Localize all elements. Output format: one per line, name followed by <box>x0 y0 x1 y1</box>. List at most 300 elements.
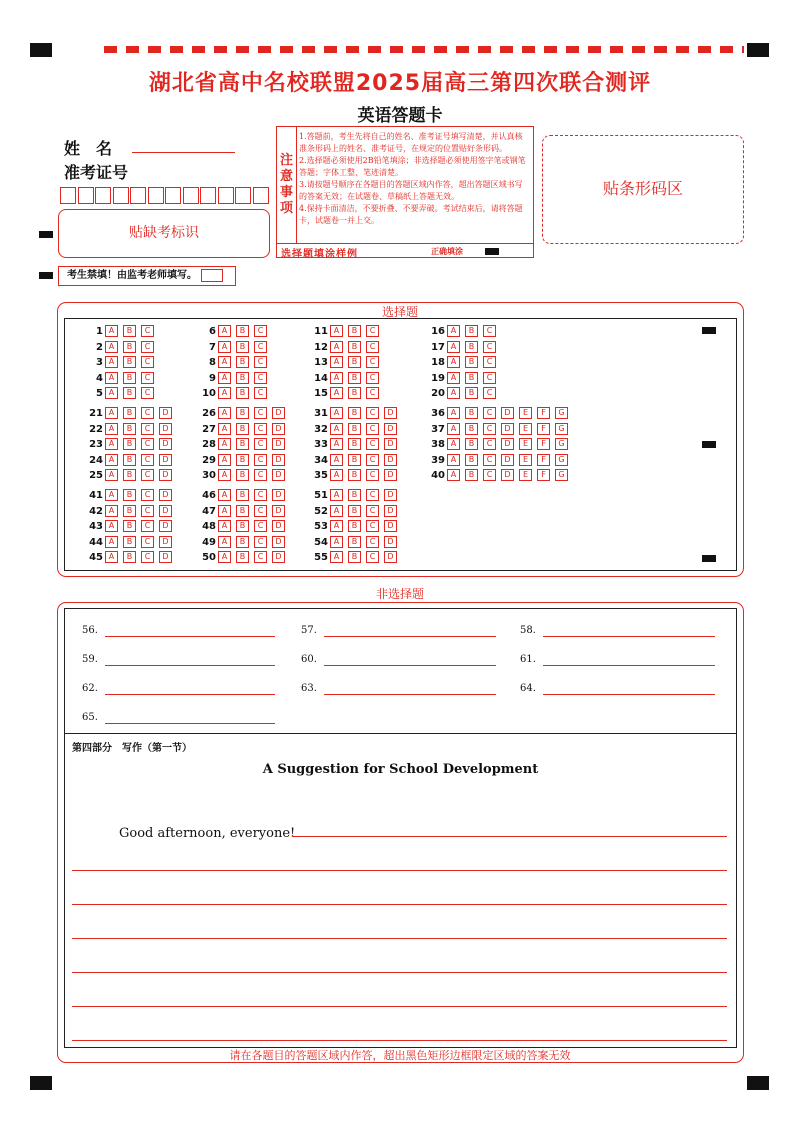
option-bubble-c[interactable]: C <box>141 489 154 501</box>
option-bubble-b[interactable]: B <box>348 469 361 481</box>
option-bubble-a[interactable]: A <box>447 372 460 384</box>
option-bubble-d[interactable]: D <box>501 423 514 435</box>
option-bubble-b[interactable]: B <box>123 551 136 563</box>
option-bubble-b[interactable]: B <box>123 536 136 548</box>
option-bubble-a[interactable]: A <box>105 356 118 368</box>
blank-57[interactable]: 57. <box>301 625 317 636</box>
option-bubble-a[interactable]: A <box>330 341 343 353</box>
notice-title: 注意事项 <box>277 127 297 243</box>
option-bubble-a[interactable]: A <box>218 536 231 548</box>
option-bubble-e[interactable]: E <box>519 423 532 435</box>
barcode-area[interactable]: 贴条形码区 <box>542 135 744 244</box>
option-bubble-a[interactable]: A <box>218 489 231 501</box>
option-bubble-a[interactable]: A <box>447 356 460 368</box>
option-bubble-c[interactable]: C <box>366 551 379 563</box>
option-bubble-a[interactable]: A <box>218 454 231 466</box>
option-bubble-a[interactable]: A <box>105 505 118 517</box>
option-bubble-c[interactable]: C <box>366 536 379 548</box>
option-bubble-g[interactable]: G <box>555 423 568 435</box>
option-bubble-b[interactable]: B <box>123 356 136 368</box>
option-bubble-b[interactable]: B <box>236 438 249 450</box>
option-bubble-c[interactable]: C <box>254 407 267 419</box>
option-bubble-c[interactable]: C <box>141 356 154 368</box>
answer-line[interactable] <box>105 665 275 666</box>
option-bubble-d[interactable]: D <box>501 438 514 450</box>
blank-61[interactable]: 61. <box>520 654 536 665</box>
option-bubble-c[interactable]: C <box>483 469 496 481</box>
option-bubble-b[interactable]: B <box>236 489 249 501</box>
option-bubble-d[interactable]: D <box>384 520 397 532</box>
option-bubble-d[interactable]: D <box>501 469 514 481</box>
option-bubble-c[interactable]: C <box>366 489 379 501</box>
option-bubble-b[interactable]: B <box>236 520 249 532</box>
option-bubble-c[interactable]: C <box>483 341 496 353</box>
option-bubble-d[interactable]: D <box>159 489 172 501</box>
option-bubble-e[interactable]: E <box>519 407 532 419</box>
option-bubble-a[interactable]: A <box>330 325 343 337</box>
timing-mark <box>702 441 716 448</box>
question-number: 50 <box>202 552 216 564</box>
option-bubble-c[interactable]: C <box>366 387 379 399</box>
option-bubble-d[interactable]: D <box>501 454 514 466</box>
option-bubble-b[interactable]: B <box>465 438 478 450</box>
question-number: 39 <box>431 454 445 466</box>
option-bubble-d[interactable]: D <box>272 520 285 532</box>
option-bubble-b[interactable]: B <box>348 407 361 419</box>
option-bubble-b[interactable]: B <box>465 469 478 481</box>
question-number: 11 <box>314 326 328 337</box>
writing-line[interactable] <box>72 938 727 939</box>
option-bubble-a[interactable]: A <box>330 387 343 399</box>
option-bubble-b[interactable]: B <box>123 454 136 466</box>
option-bubble-b[interactable]: B <box>465 356 478 368</box>
option-bubble-a[interactable]: A <box>330 505 343 517</box>
option-bubble-d[interactable]: D <box>159 536 172 548</box>
option-bubble-b[interactable]: B <box>348 520 361 532</box>
option-bubble-c[interactable]: C <box>254 469 267 481</box>
timing-marks <box>104 46 744 53</box>
option-bubble-b[interactable]: B <box>123 372 136 384</box>
option-bubble-d[interactable]: D <box>384 469 397 481</box>
blank-60[interactable]: 60. <box>301 654 317 665</box>
option-bubble-a[interactable]: A <box>105 454 118 466</box>
option-bubble-b[interactable]: B <box>348 356 361 368</box>
option-bubble-a[interactable]: A <box>218 325 231 337</box>
option-bubble-d[interactable]: D <box>384 454 397 466</box>
choice-question-25 <box>85 469 177 481</box>
option-bubble-a[interactable]: A <box>330 520 343 532</box>
option-bubble-c[interactable]: C <box>483 372 496 384</box>
option-bubble-c[interactable]: C <box>483 423 496 435</box>
option-bubble-b[interactable]: B <box>236 372 249 384</box>
option-bubble-c[interactable]: C <box>366 520 379 532</box>
option-bubble-d[interactable]: D <box>384 505 397 517</box>
option-bubble-a[interactable]: A <box>105 423 118 435</box>
option-bubble-a[interactable]: A <box>447 454 460 466</box>
question-number: 35 <box>314 470 328 482</box>
option-bubble-a[interactable]: A <box>105 341 118 353</box>
option-bubble-d[interactable]: D <box>272 551 285 563</box>
question-number: 54 <box>314 536 328 548</box>
option-bubble-c[interactable]: C <box>366 372 379 384</box>
option-bubble-c[interactable]: C <box>254 356 267 368</box>
option-bubble-b[interactable]: B <box>465 387 478 399</box>
option-bubble-c[interactable]: C <box>141 372 154 384</box>
option-bubble-a[interactable]: A <box>447 325 460 337</box>
option-bubble-d[interactable]: D <box>159 407 172 419</box>
option-bubble-b[interactable]: B <box>348 372 361 384</box>
option-bubble-d[interactable]: D <box>159 454 172 466</box>
question-number: 4 <box>96 372 103 384</box>
blank-58[interactable]: 58. <box>520 625 536 636</box>
option-bubble-g[interactable]: G <box>555 407 568 419</box>
option-bubble-a[interactable]: A <box>105 438 118 450</box>
option-bubble-a[interactable]: A <box>105 372 118 384</box>
choice-question-3 <box>85 356 159 368</box>
option-bubble-d[interactable]: D <box>272 423 285 435</box>
choice-question-54 <box>310 536 402 548</box>
option-bubble-b[interactable]: B <box>123 438 136 450</box>
choice-question-44 <box>85 536 177 548</box>
notice-item: 2.选择题必须使用2B铅笔填涂；非选择题必须使用签字笔或钢笔答题；字体工整、笔迹清楚。 <box>299 156 526 177</box>
option-bubble-a[interactable]: A <box>330 423 343 435</box>
option-bubble-a[interactable]: A <box>218 372 231 384</box>
option-bubble-a[interactable]: A <box>105 469 118 481</box>
choice-question-41 <box>85 489 177 501</box>
option-bubble-c[interactable]: C <box>366 469 379 481</box>
option-bubble-b[interactable]: B <box>348 489 361 501</box>
writing-line[interactable] <box>72 1006 727 1007</box>
answer-line[interactable] <box>324 636 496 637</box>
option-bubble-a[interactable]: A <box>105 520 118 532</box>
option-bubble-f[interactable]: F <box>537 469 550 481</box>
option-bubble-c[interactable]: C <box>366 341 379 353</box>
option-bubble-c[interactable]: C <box>483 356 496 368</box>
option-bubble-d[interactable]: D <box>159 438 172 450</box>
question-number: 20 <box>431 388 445 400</box>
answer-line[interactable] <box>543 694 715 695</box>
option-bubble-b[interactable]: B <box>348 505 361 517</box>
option-bubble-d[interactable]: D <box>272 469 285 481</box>
question-number: 22 <box>89 423 103 435</box>
option-bubble-c[interactable]: C <box>141 325 154 337</box>
choice-question-5 <box>85 387 159 399</box>
option-bubble-a[interactable]: A <box>330 372 343 384</box>
option-bubble-a[interactable]: A <box>447 423 460 435</box>
option-bubble-d[interactable]: D <box>272 536 285 548</box>
option-bubble-c[interactable]: C <box>254 423 267 435</box>
writing-line[interactable] <box>72 1040 727 1041</box>
option-bubble-a[interactable]: A <box>447 407 460 419</box>
option-bubble-b[interactable]: B <box>123 407 136 419</box>
option-bubble-d[interactable]: D <box>272 438 285 450</box>
option-bubble-d[interactable]: D <box>384 551 397 563</box>
option-bubble-g[interactable]: G <box>555 454 568 466</box>
question-number: 21 <box>89 408 103 419</box>
option-bubble-g[interactable]: G <box>555 469 568 481</box>
choice-question-33 <box>310 438 402 450</box>
option-bubble-a[interactable]: A <box>330 356 343 368</box>
option-bubble-c[interactable]: C <box>254 536 267 548</box>
option-bubble-b[interactable]: B <box>123 341 136 353</box>
name-field[interactable] <box>132 152 235 153</box>
option-bubble-c[interactable]: C <box>254 520 267 532</box>
option-bubble-c[interactable]: C <box>366 325 379 337</box>
option-bubble-a[interactable]: A <box>447 469 460 481</box>
question-number: 17 <box>431 341 445 353</box>
option-bubble-a[interactable]: A <box>330 489 343 501</box>
option-bubble-b[interactable]: B <box>236 423 249 435</box>
option-bubble-a[interactable]: A <box>330 454 343 466</box>
choice-question-35 <box>310 469 402 481</box>
question-number: 53 <box>314 521 328 533</box>
option-bubble-c[interactable]: C <box>483 454 496 466</box>
answer-line[interactable] <box>324 665 496 666</box>
option-bubble-c[interactable]: C <box>141 505 154 517</box>
option-bubble-a[interactable]: A <box>105 536 118 548</box>
option-bubble-b[interactable]: B <box>123 505 136 517</box>
option-bubble-c[interactable]: C <box>366 407 379 419</box>
option-bubble-a[interactable]: A <box>105 551 118 563</box>
blank-62[interactable]: 62. <box>82 683 98 694</box>
option-bubble-a[interactable]: A <box>330 438 343 450</box>
option-bubble-c[interactable]: C <box>141 423 154 435</box>
option-bubble-e[interactable]: E <box>519 469 532 481</box>
writing-line[interactable] <box>72 870 727 871</box>
option-bubble-a[interactable]: A <box>218 469 231 481</box>
notice-item: 3.请按题号顺序在各题目的答题区域内作答，超出答题区域书写的答案无效；在试题卷、草稿纸上答题无效。 <box>299 180 523 201</box>
option-bubble-a[interactable]: A <box>218 438 231 450</box>
answer-line[interactable] <box>543 665 715 666</box>
option-bubble-b[interactable]: B <box>123 325 136 337</box>
option-bubble-a[interactable]: A <box>330 551 343 563</box>
question-number: 3 <box>96 357 103 369</box>
option-bubble-a[interactable]: A <box>218 356 231 368</box>
option-bubble-a[interactable]: A <box>447 438 460 450</box>
option-bubble-a[interactable]: A <box>105 325 118 337</box>
option-bubble-d[interactable]: D <box>384 407 397 419</box>
option-bubble-c[interactable]: C <box>141 454 154 466</box>
option-bubble-d[interactable]: D <box>159 469 172 481</box>
option-bubble-a[interactable]: A <box>330 469 343 481</box>
option-bubble-d[interactable]: D <box>159 423 172 435</box>
choice-question-16 <box>427 325 501 337</box>
option-bubble-a[interactable]: A <box>330 407 343 419</box>
option-bubble-a[interactable]: A <box>218 423 231 435</box>
option-bubble-b[interactable]: B <box>348 551 361 563</box>
option-bubble-b[interactable]: B <box>348 341 361 353</box>
option-bubble-c[interactable]: C <box>483 325 496 337</box>
choice-question-30 <box>198 469 290 481</box>
option-bubble-a[interactable]: A <box>218 387 231 399</box>
option-bubble-a[interactable]: A <box>218 520 231 532</box>
option-bubble-b[interactable]: B <box>465 454 478 466</box>
option-bubble-f[interactable]: F <box>537 438 550 450</box>
option-bubble-c[interactable]: C <box>141 341 154 353</box>
option-bubble-b[interactable]: B <box>348 325 361 337</box>
option-bubble-a[interactable]: A <box>218 505 231 517</box>
answer-line[interactable] <box>105 694 275 695</box>
question-number: 48 <box>202 521 216 533</box>
option-bubble-d[interactable]: D <box>159 520 172 532</box>
option-bubble-b[interactable]: B <box>236 407 249 419</box>
option-bubble-b[interactable]: B <box>123 423 136 435</box>
option-bubble-b[interactable]: B <box>123 520 136 532</box>
option-bubble-b[interactable]: B <box>236 325 249 337</box>
choice-question-37 <box>427 423 573 435</box>
option-bubble-b[interactable]: B <box>348 454 361 466</box>
option-bubble-b[interactable]: B <box>236 341 249 353</box>
question-number: 29 <box>202 454 216 466</box>
choice-question-22 <box>85 423 177 435</box>
option-bubble-c[interactable]: C <box>141 469 154 481</box>
option-bubble-a[interactable]: A <box>447 387 460 399</box>
writing-line[interactable] <box>72 904 727 905</box>
option-bubble-d[interactable]: D <box>272 489 285 501</box>
choice-question-52 <box>310 505 402 517</box>
choice-question-20 <box>427 387 501 399</box>
answer-line[interactable] <box>543 636 715 637</box>
option-bubble-c[interactable]: C <box>254 387 267 399</box>
option-bubble-a[interactable]: A <box>105 489 118 501</box>
blank-59[interactable]: 59. <box>82 654 98 665</box>
option-bubble-b[interactable]: B <box>236 505 249 517</box>
choice-question-43 <box>85 520 177 532</box>
option-bubble-b[interactable]: B <box>123 387 136 399</box>
fill-example: 选择题填涂样例 正确填涂 <box>277 243 533 259</box>
notice-item: 1.答题前，考生先将自己的姓名、准考证号填写清楚，并认真核准条形码上的姓名、准考证号，在规定的位置贴好条形码。 <box>299 132 523 153</box>
choice-question-9 <box>198 372 272 384</box>
option-bubble-b[interactable]: B <box>348 423 361 435</box>
footer-warning: 请在各题目的答题区域内作答，超出黑色矩形边框限定区域的答案无效 <box>229 1049 571 1062</box>
option-bubble-b[interactable]: B <box>465 407 478 419</box>
option-bubble-b[interactable]: B <box>236 551 249 563</box>
option-bubble-b[interactable]: B <box>465 341 478 353</box>
choice-question-27 <box>198 423 290 435</box>
option-bubble-c[interactable]: C <box>366 356 379 368</box>
option-bubble-d[interactable]: D <box>501 407 514 419</box>
option-bubble-b[interactable]: B <box>348 438 361 450</box>
option-bubble-c[interactable]: C <box>254 489 267 501</box>
option-bubble-c[interactable]: C <box>366 505 379 517</box>
option-bubble-d[interactable]: D <box>272 407 285 419</box>
option-bubble-b[interactable]: B <box>236 387 249 399</box>
option-bubble-c[interactable]: C <box>141 551 154 563</box>
option-bubble-d[interactable]: D <box>272 454 285 466</box>
option-bubble-c[interactable]: C <box>483 407 496 419</box>
option-bubble-b[interactable]: B <box>465 423 478 435</box>
blank-64[interactable]: 64. <box>520 683 536 694</box>
option-bubble-a[interactable]: A <box>105 407 118 419</box>
option-bubble-b[interactable]: B <box>348 536 361 548</box>
option-bubble-c[interactable]: C <box>141 536 154 548</box>
option-bubble-b[interactable]: B <box>236 356 249 368</box>
exam-no-boxes[interactable] <box>60 187 270 204</box>
option-bubble-d[interactable]: D <box>384 438 397 450</box>
name-label: 姓 名 <box>64 139 113 158</box>
choice-question-13 <box>310 356 384 368</box>
blank-56[interactable]: 56. <box>82 625 98 636</box>
option-bubble-f[interactable]: F <box>537 423 550 435</box>
option-bubble-c[interactable]: C <box>483 387 496 399</box>
option-bubble-a[interactable]: A <box>447 341 460 353</box>
answer-line[interactable] <box>105 636 275 637</box>
option-bubble-b[interactable]: B <box>348 387 361 399</box>
option-bubble-c[interactable]: C <box>254 438 267 450</box>
answer-line[interactable] <box>324 694 496 695</box>
option-bubble-c[interactable]: C <box>141 520 154 532</box>
option-bubble-c[interactable]: C <box>254 341 267 353</box>
option-bubble-c[interactable]: C <box>141 387 154 399</box>
nonchoice-area <box>64 608 737 1048</box>
proctor-box[interactable] <box>201 269 223 282</box>
question-number: 38 <box>431 439 445 451</box>
option-bubble-c[interactable]: C <box>254 505 267 517</box>
question-number: 8 <box>209 357 216 369</box>
option-bubble-a[interactable]: A <box>218 551 231 563</box>
option-bubble-c[interactable]: C <box>254 551 267 563</box>
nonchoice-section-title: 非选择题 <box>375 587 424 601</box>
choice-question-51 <box>310 489 402 501</box>
option-bubble-g[interactable]: G <box>555 438 568 450</box>
option-bubble-c[interactable]: C <box>366 423 379 435</box>
option-bubble-a[interactable]: A <box>218 407 231 419</box>
option-bubble-e[interactable]: E <box>519 438 532 450</box>
option-bubble-b[interactable]: B <box>465 372 478 384</box>
option-bubble-f[interactable]: F <box>537 454 550 466</box>
option-bubble-c[interactable]: C <box>254 372 267 384</box>
option-bubble-d[interactable]: D <box>384 489 397 501</box>
option-bubble-d[interactable]: D <box>159 505 172 517</box>
option-bubble-c[interactable]: C <box>483 438 496 450</box>
question-number: 47 <box>202 505 216 517</box>
question-number: 55 <box>314 552 328 564</box>
option-bubble-b[interactable]: B <box>236 469 249 481</box>
option-bubble-c[interactable]: C <box>141 438 154 450</box>
option-bubble-d[interactable]: D <box>272 505 285 517</box>
option-bubble-b[interactable]: B <box>123 469 136 481</box>
answer-line[interactable] <box>105 723 275 724</box>
option-bubble-b[interactable]: B <box>236 454 249 466</box>
option-bubble-b[interactable]: B <box>236 536 249 548</box>
option-bubble-c[interactable]: C <box>366 454 379 466</box>
option-bubble-a[interactable]: A <box>330 536 343 548</box>
writing-line[interactable] <box>72 972 727 973</box>
option-bubble-e[interactable]: E <box>519 454 532 466</box>
blank-63[interactable]: 63. <box>301 683 317 694</box>
option-bubble-c[interactable]: C <box>254 325 267 337</box>
question-number: 42 <box>89 505 103 517</box>
option-bubble-d[interactable]: D <box>159 551 172 563</box>
proctor-only-note[interactable]: 考生禁填！由监考老师填写。 <box>58 266 236 286</box>
choice-question-42 <box>85 505 177 517</box>
option-bubble-c[interactable]: C <box>366 438 379 450</box>
blank-65[interactable]: 65. <box>82 712 98 723</box>
option-bubble-c[interactable]: C <box>141 407 154 419</box>
option-bubble-f[interactable]: F <box>537 407 550 419</box>
option-bubble-a[interactable]: A <box>105 387 118 399</box>
option-bubble-b[interactable]: B <box>465 325 478 337</box>
option-bubble-c[interactable]: C <box>254 454 267 466</box>
option-bubble-d[interactable]: D <box>384 536 397 548</box>
missing-exam-sticker-area[interactable]: 贴缺考标识 <box>58 209 270 258</box>
writing-line[interactable] <box>292 836 727 837</box>
question-number: 43 <box>89 521 103 533</box>
page-subtitle: 英语答题卡 <box>357 106 443 126</box>
option-bubble-b[interactable]: B <box>123 489 136 501</box>
option-bubble-a[interactable]: A <box>218 341 231 353</box>
option-bubble-d[interactable]: D <box>384 423 397 435</box>
